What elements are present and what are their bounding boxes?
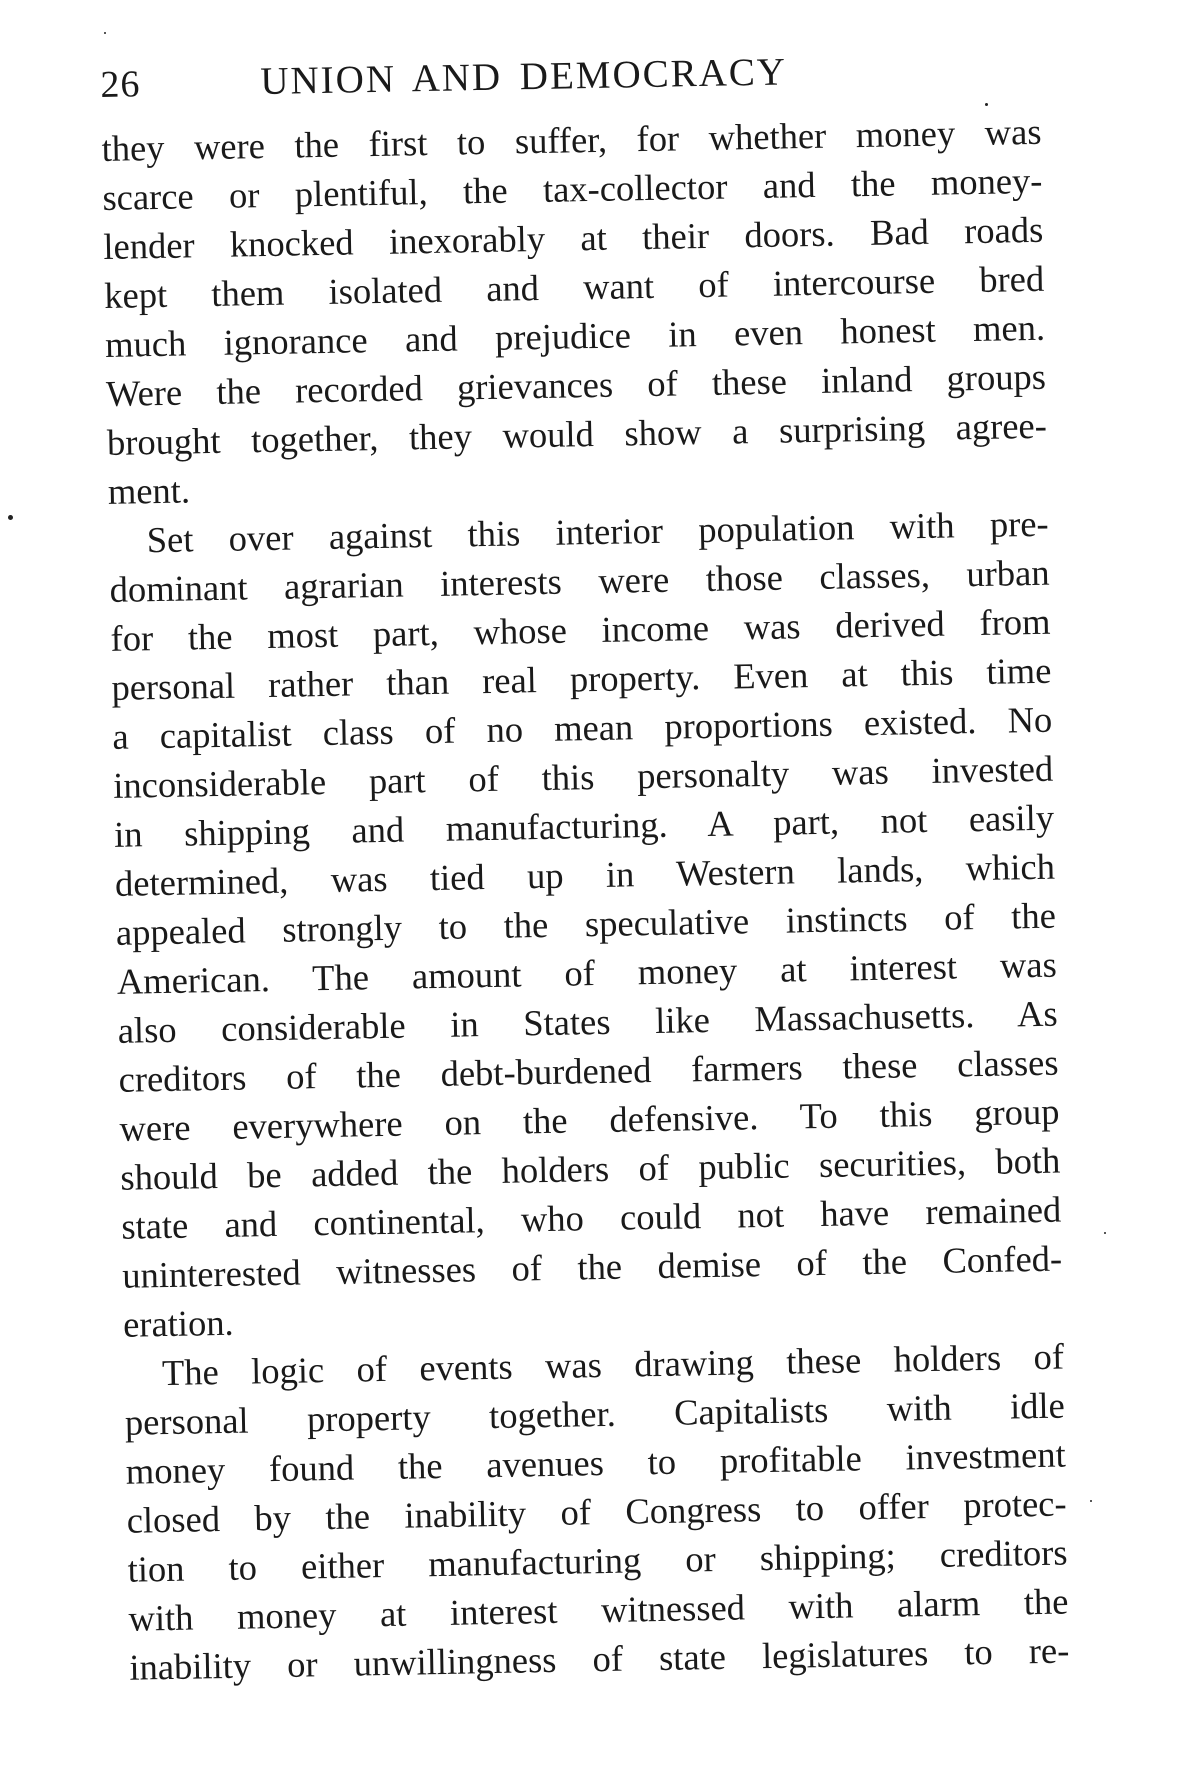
scan-speck xyxy=(1104,1232,1106,1234)
text-line: creditors of the debt-burdened farmers these classes xyxy=(118,1041,1059,1100)
text-line: in shipping and manufacturing. A part, not easily xyxy=(113,796,1055,855)
page-number: 26 xyxy=(100,63,141,106)
text-line: kept them isolated and want of intercourse bred xyxy=(103,257,1045,316)
text-line: ment. xyxy=(107,469,191,512)
page-content xyxy=(100,44,1090,1691)
body-text xyxy=(101,106,1090,1691)
text-line: uninterested witnesses of the demise of the Confed- xyxy=(121,1237,1063,1296)
text-line: determined, was tied up in Western lands, which xyxy=(114,845,1056,904)
text-line: inability or unwillingness of state legislatures to re- xyxy=(129,1629,1070,1688)
text-line: Were the recorded grievances of these inland groups xyxy=(105,355,1047,414)
text-line: eration. xyxy=(122,1301,234,1345)
scan-speck xyxy=(1090,1500,1092,1502)
text-line: Set over against this interior population with pre- xyxy=(146,502,1049,561)
text-line: personal rather than real property. Even at this time xyxy=(111,649,1052,708)
text-line: personal property together. Capitalists with idle xyxy=(124,1384,1066,1443)
text-line: with money at interest witnessed with alarm the xyxy=(128,1580,1069,1639)
text-line: appealed strongly to the speculative instincts of the xyxy=(115,894,1057,953)
text-line: lender knocked inexorably at their doors. Bad roads xyxy=(103,208,1044,267)
text-line: for the most part, whose income was derived from xyxy=(110,600,1051,659)
text-line: inconsiderable part of this personalty was invested xyxy=(112,747,1054,806)
text-line: should be added the holders of public securities, both xyxy=(120,1139,1061,1198)
text-line: American. The amount of money at interest was xyxy=(116,943,1058,1002)
scan-speck xyxy=(8,515,13,520)
text-line: much ignorance and prejudice in even honest men. xyxy=(104,306,1046,365)
text-line: scarce or plentiful, the tax-collector and the money- xyxy=(102,159,1043,218)
text-line: also considerable in States like Massachusetts. As xyxy=(117,992,1058,1051)
scan-speck xyxy=(104,32,106,34)
text-line: a capitalist class of no mean proportions existed. No xyxy=(111,698,1053,757)
scan-speck xyxy=(985,103,988,106)
text-line: closed by the inability of Congress to offer protec- xyxy=(126,1482,1067,1541)
running-title: UNION AND DEMOCRACY xyxy=(259,50,788,104)
text-line: were everywhere on the defensive. To this group xyxy=(119,1090,1060,1149)
text-line: tion to either manufacturing or shipping; creditors xyxy=(127,1531,1068,1590)
text-line: money found the avenues to profitable investment xyxy=(125,1433,1067,1492)
text-line: dominant agrarian interests were those classes, urban xyxy=(109,551,1050,610)
text-line: brought together, they would show a surprising agree- xyxy=(106,404,1048,463)
text-line: state and continental, who could not have remained xyxy=(120,1188,1062,1247)
text-line: they were the first to suffer, for whether money was xyxy=(101,110,1042,169)
text-line: The logic of events was drawing these holders of xyxy=(161,1335,1065,1394)
